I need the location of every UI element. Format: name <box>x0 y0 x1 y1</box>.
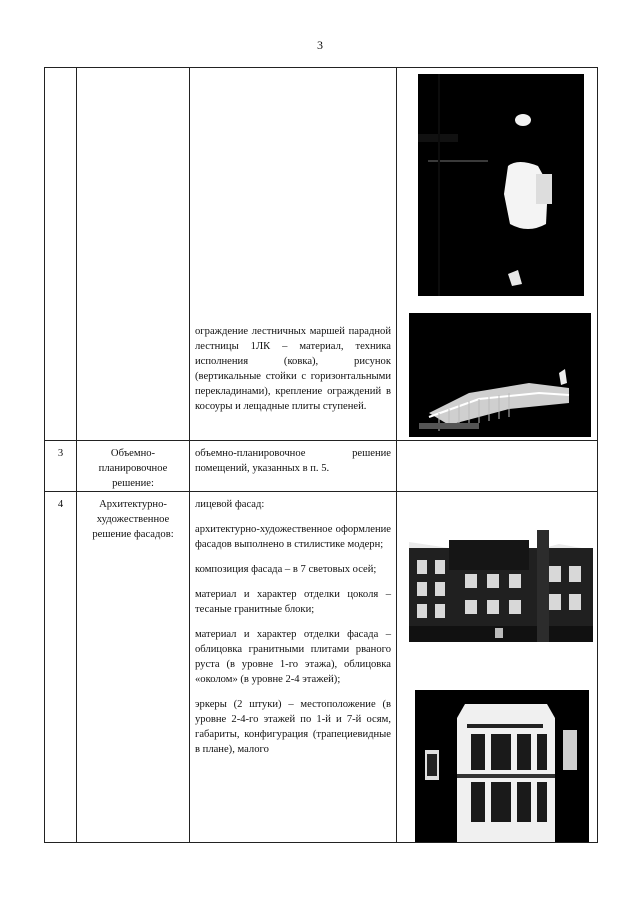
table-row <box>45 68 598 441</box>
table-row <box>45 492 598 843</box>
description-paragraph: ограждение лестничных маршей парадной лестницы 1ЛК – материал, техника исполнения (ковка), рисунок (вертикальные стойки с горизонтальными перекладинами), крепление ограждений в косоуры и лещадные плиты ступеней. <box>195 326 391 412</box>
row-photo-cell <box>397 441 598 492</box>
description-paragraph: объемно-планировочное решение помещений, указанных в п. 5. <box>195 448 391 474</box>
row-photo-cell <box>397 492 598 843</box>
description-paragraph: архитектурно-художественное оформление фасадов выполнено в стилистике модерн; <box>195 524 391 550</box>
row-photo-cell <box>397 68 598 441</box>
oriel-window-photo <box>415 690 589 842</box>
description-paragraph: материал и характер отделки цоколя – тесаные гранитные блоки; <box>195 589 391 615</box>
description-paragraph: лицевой фасад: <box>195 499 265 510</box>
staircase-railing-photo <box>409 313 591 437</box>
staircase-photo-dark <box>418 74 584 296</box>
row-name-cell: Объемно-планировочное решение: <box>77 441 190 492</box>
table-row <box>45 441 598 492</box>
document-table <box>44 67 598 843</box>
row-name-cell <box>77 68 190 441</box>
row-number-cell: 4 <box>45 492 77 843</box>
row-description-cell <box>190 68 397 441</box>
description-paragraph: материал и характер отделки фасада – облицовка гранитными плитами рваного руста (в уровне 1-го этажа), облицовка «околом» (в уровне 2-4 этажей); <box>195 629 391 685</box>
row-number-cell: 3 <box>45 441 77 492</box>
row-description-cell <box>190 492 397 843</box>
page-number: 3 <box>317 38 323 52</box>
facade-photo <box>409 530 593 642</box>
row-name-cell: Архитектурно-художественное решение фасадов: <box>77 492 190 843</box>
description-paragraph: эркеры (2 штуки) – местоположение (в уровне 2-4-го этажей по 1-й и 7-й осям, габариты, конфигурация (трапециевидные в плане), малого <box>195 699 391 755</box>
row-number-cell <box>45 68 77 441</box>
row-description-cell <box>190 441 397 492</box>
description-paragraph: композиция фасада – в 7 световых осей; <box>195 564 377 575</box>
